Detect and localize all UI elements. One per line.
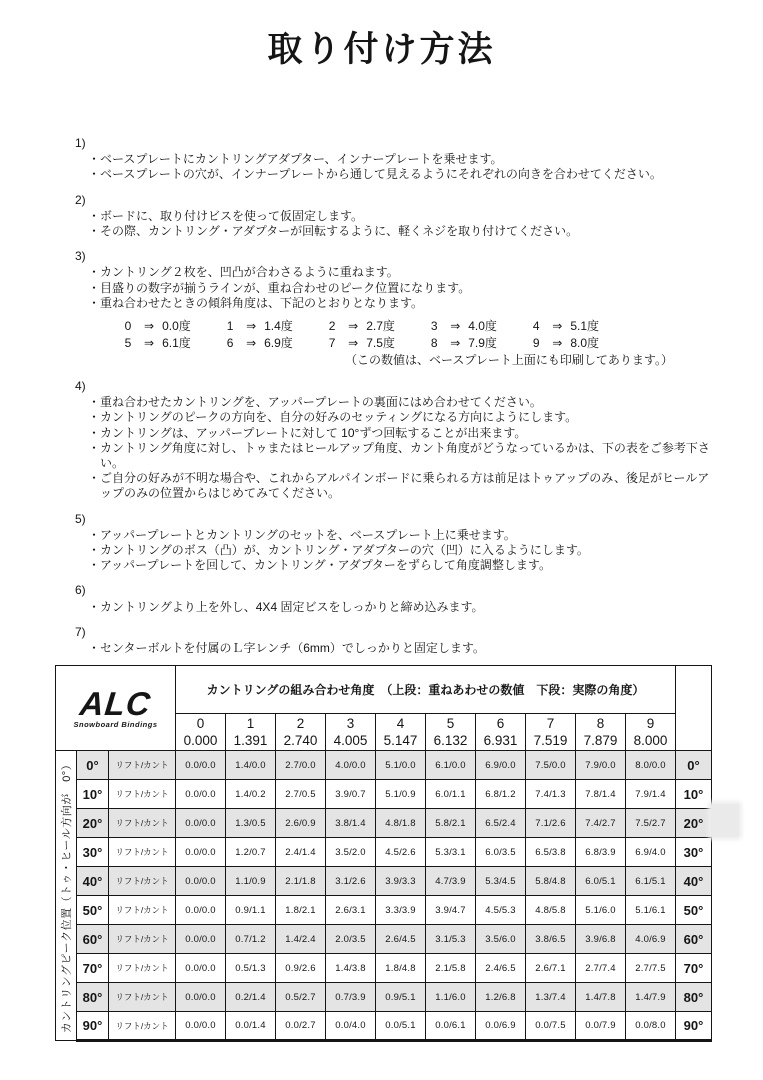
bullet-line: ・カントリングのピークの方向を、自分の好みのセッティングになる方向にようにします。: [88, 410, 578, 425]
arrow-icon: ⇒: [348, 319, 359, 334]
angle-data-cell: 7.5/0.0: [526, 751, 576, 780]
lift-cant-label: リフト/カント: [109, 896, 176, 925]
map-degree: 2.7度: [366, 319, 395, 334]
angle-data-cell: 1.4/0.0: [226, 751, 276, 780]
table-header-row-title: [56, 666, 712, 714]
bullet-line: ・センターボルトを付属のＬ字レンチ（6mm）でしっかりと固定します。: [88, 641, 485, 656]
arrow-icon: ⇒: [144, 336, 155, 351]
angle-map-pair: [324, 318, 410, 335]
bullet-line: ・ボードに、取り付けビスを使って仮固定します。: [88, 208, 364, 223]
map-number: 6: [226, 336, 234, 351]
angle-data-cell: 8.0/0.0: [626, 751, 676, 780]
bullet-line: ・ベースプレートにカントリングアダプター、インナープレートを乗せます。: [88, 152, 503, 167]
column-value: 7.519: [533, 733, 568, 748]
map-number: 3: [430, 319, 438, 334]
column-value: 8.000: [633, 733, 668, 748]
table-row: [56, 925, 712, 954]
column-value: 6.931: [483, 733, 518, 748]
page-title: 取り付け方法: [267, 30, 496, 69]
angle-data-cell: 3.3/3.9: [376, 896, 426, 925]
map-number: 8: [430, 336, 438, 351]
column-value: 2.740: [283, 733, 318, 748]
column-number: 5: [446, 716, 455, 731]
lift-cant-label: リフト/カント: [109, 954, 176, 983]
side-label: カントリングピーク位置（トゥ・ヒール方向が 0°）: [61, 758, 73, 1033]
column-value: 4.005: [333, 733, 368, 748]
angle-data-cell: 2.7/0.0: [276, 751, 326, 780]
row-degree-left: 40°: [77, 867, 109, 896]
lift-cant-label: リフト/カント: [109, 925, 176, 954]
row-degree-right: 70°: [676, 954, 712, 983]
angle-data-cell: 2.4/6.5: [476, 954, 526, 983]
angle-data-cell: 2.7/7.4: [576, 954, 626, 983]
angle-data-cell: 0.7/1.2: [226, 925, 276, 954]
map-number: 2: [328, 319, 336, 334]
column-value: 6.132: [433, 733, 468, 748]
angle-data-cell: 3.9/0.7: [326, 780, 376, 809]
angle-data-cell: 4.0/0.0: [326, 751, 376, 780]
angle-data-cell: 0.9/5.1: [376, 983, 426, 1012]
scrollbar-artifact: [711, 804, 739, 837]
angle-data-cell: 7.4/2.7: [576, 809, 626, 838]
bullet-line: ・その際、カントリング・アダプターが回転するように、軽くネジを取り付けてください。: [88, 224, 579, 239]
angle-data-cell: 5.8/4.8: [526, 867, 576, 896]
angle-data-cell: 0.0/0.0: [176, 925, 226, 954]
angle-data-cell: 7.9/0.0: [576, 751, 626, 780]
angle-data-cell: 4.7/3.9: [426, 867, 476, 896]
bullet-line: ・カントリング角度に対し、トゥまたはヒールアップ角度、カント角度がどうなっているかは、下の表をご参考下さい。: [88, 440, 710, 471]
section-number: 7): [75, 624, 86, 639]
angle-data-cell: 7.1/2.6: [526, 809, 576, 838]
angle-map-pair: [222, 318, 308, 335]
angle-map-note: （この数値は、ベースプレート上面にも印刷してあります。）: [345, 353, 673, 368]
column-number: 6: [496, 716, 505, 731]
table-row: [56, 896, 712, 925]
arrow-icon: ⇒: [450, 336, 461, 351]
instruction-section: [75, 249, 711, 369]
column-header-cell: [276, 714, 326, 751]
angle-data-cell: 0.0/2.7: [276, 1012, 326, 1041]
row-degree-left: 0°: [77, 751, 109, 780]
angle-data-cell: 0.0/0.0: [176, 954, 226, 983]
angle-data-cell: 5.3/3.1: [426, 838, 476, 867]
side-label-cell: [56, 751, 77, 1041]
angle-data-cell: 0.0/4.0: [326, 1012, 376, 1041]
section-number: 4): [75, 379, 86, 394]
angle-map-pair: [324, 335, 410, 352]
bullet-line: ・ご自分の好みが不明な場合や、これからアルパインボードに乗られる方は前足はトゥアップのみ、後足がヒールアップのみの位置からはじめてみてください。: [88, 471, 710, 501]
angle-data-cell: 1.8/4.8: [376, 954, 426, 983]
row-degree-right: 90°: [676, 1012, 712, 1041]
column-header-cell: [626, 714, 676, 751]
bullet-line: ・カントリング２枚を、凹凸が合わさるように重ねます。: [88, 265, 399, 280]
angle-data-cell: 1.3/0.5: [226, 809, 276, 838]
angle-data-cell: 4.0/6.9: [626, 925, 676, 954]
column-header-cell: [576, 714, 626, 751]
map-number: 0: [124, 319, 132, 334]
angle-data-cell: 6.5/2.4: [476, 809, 526, 838]
column-number: 9: [646, 716, 655, 731]
angle-data-cell: 1.2/6.8: [476, 983, 526, 1012]
row-degree-right: 0°: [676, 751, 712, 780]
table-row: [56, 780, 712, 809]
angle-data-cell: 0.0/7.5: [526, 1012, 576, 1041]
bullet-line: ・ベースプレートの穴が、インナープレートから通して見えるようにそれぞれの向きを合わせてください。: [88, 167, 662, 182]
angle-data-cell: 6.0/3.5: [476, 838, 526, 867]
column-value: 5.147: [383, 733, 418, 748]
section-number: 3): [75, 249, 86, 264]
table-row: [56, 1012, 712, 1041]
angle-data-cell: 2.1/5.8: [426, 954, 476, 983]
angle-map-pair: [426, 335, 512, 352]
angle-data-cell: 0.9/1.1: [226, 896, 276, 925]
arrow-icon: ⇒: [246, 336, 257, 351]
angle-data-cell: 1.2/0.7: [226, 838, 276, 867]
map-number: 1: [226, 319, 234, 334]
angle-data-cell: 6.0/5.1: [576, 867, 626, 896]
angle-data-cell: 7.5/2.7: [626, 809, 676, 838]
arrow-icon: ⇒: [144, 319, 155, 334]
angle-data-cell: 5.1/0.0: [376, 751, 426, 780]
column-value: 7.879: [583, 733, 618, 748]
angle-data-cell: 1.1/6.0: [426, 983, 476, 1012]
angle-data-cell: 3.5/2.0: [326, 838, 376, 867]
arrow-icon: ⇒: [450, 319, 461, 334]
lift-cant-label: リフト/カント: [109, 751, 176, 780]
angle-map-pair: [528, 335, 614, 352]
angle-data-cell: 2.6/7.1: [526, 954, 576, 983]
angle-data-cell: 6.0/1.1: [426, 780, 476, 809]
map-degree: 1.4度: [264, 319, 293, 334]
angle-data-cell: 4.8/5.8: [526, 896, 576, 925]
angle-data-cell: 1.4/7.8: [576, 983, 626, 1012]
angle-data-cell: 3.8/6.5: [526, 925, 576, 954]
instruction-section: [75, 512, 711, 574]
map-number: 7: [328, 336, 336, 351]
alc-logo-subtext: Snowboard Bindings: [73, 720, 158, 729]
table-row: [56, 954, 712, 983]
map-degree: 5.1度: [570, 319, 599, 334]
angle-data-cell: 0.0/0.0: [176, 780, 226, 809]
angle-data-cell: 5.3/4.5: [476, 867, 526, 896]
map-number: 4: [532, 319, 540, 334]
angle-map: [120, 318, 711, 369]
angle-data-cell: 1.1/0.9: [226, 867, 276, 896]
angle-map-pair: [222, 335, 308, 352]
lift-cant-label: リフト/カント: [109, 809, 176, 838]
bullet-line: ・カントリングは、アッパープレートに対して 10°ずつ回転することが出来ます。: [88, 425, 527, 440]
instructions-list: [75, 136, 711, 666]
row-degree-left: 90°: [77, 1012, 109, 1041]
header-spacer: [676, 666, 712, 751]
angle-map-line: [120, 318, 711, 335]
angle-data-cell: 2.0/3.5: [326, 925, 376, 954]
lift-cant-label: リフト/カント: [109, 780, 176, 809]
bullet-line: ・目盛りの数字が揃うラインが、重ね合わせのピーク位置になります。: [88, 280, 471, 295]
map-number: 9: [532, 336, 540, 351]
instruction-section: [75, 136, 711, 183]
angle-data-cell: 0.0/8.0: [626, 1012, 676, 1041]
cant-table-wrap: [55, 665, 712, 1042]
angle-data-cell: 3.8/1.4: [326, 809, 376, 838]
angle-data-cell: 4.5/5.3: [476, 896, 526, 925]
lift-cant-label: リフト/カント: [109, 1012, 176, 1041]
row-degree-left: 50°: [77, 896, 109, 925]
angle-data-cell: 1.4/2.4: [276, 925, 326, 954]
instruction-section: [75, 583, 711, 614]
bullet-line: ・カントリングより上を外し、4X4 固定ビスをしっかりと締め込みます。: [88, 599, 484, 614]
column-header-cell: [376, 714, 426, 751]
angle-data-cell: 2.4/1.4: [276, 838, 326, 867]
column-header-cell: [476, 714, 526, 751]
angle-data-cell: 1.4/3.8: [326, 954, 376, 983]
row-degree-right: 40°: [676, 867, 712, 896]
instruction-section: [75, 625, 711, 656]
column-header-cell: [326, 714, 376, 751]
table-row: [56, 867, 712, 896]
bullet-line: ・重ね合わせたカントリングを、アッパープレートの裏面にはめ合わせてください。: [88, 395, 542, 410]
row-degree-right: 80°: [676, 983, 712, 1012]
table-row: [56, 751, 712, 780]
angle-data-cell: 0.0/0.0: [176, 867, 226, 896]
row-degree-right: 10°: [676, 780, 712, 809]
angle-data-cell: 0.0/6.9: [476, 1012, 526, 1041]
row-degree-left: 80°: [77, 983, 109, 1012]
angle-data-cell: 6.9/0.0: [476, 751, 526, 780]
section-number: 2): [75, 192, 86, 207]
map-degree: 0.0度: [162, 319, 191, 334]
angle-map-pair: [528, 318, 614, 335]
table-row: [56, 809, 712, 838]
angle-data-cell: 0.0/0.0: [176, 896, 226, 925]
section-number: 6): [75, 583, 86, 598]
angle-data-cell: 6.1/0.0: [426, 751, 476, 780]
table-row: [56, 983, 712, 1012]
angle-data-cell: 7.8/1.4: [576, 780, 626, 809]
column-number: 3: [346, 716, 355, 731]
map-degree: 7.5度: [366, 336, 395, 351]
angle-data-cell: 5.1/6.0: [576, 896, 626, 925]
angle-data-cell: 2.6/3.1: [326, 896, 376, 925]
row-degree-left: 30°: [77, 838, 109, 867]
angle-data-cell: 6.8/1.2: [476, 780, 526, 809]
angle-data-cell: 0.0/0.0: [176, 838, 226, 867]
row-degree-left: 70°: [77, 954, 109, 983]
map-degree: 6.9度: [264, 336, 293, 351]
column-number: 8: [596, 716, 605, 731]
table-title: カントリングの組み合わせ角度 （上段：重ねあわせの数値 下段：実際の角度）: [176, 666, 676, 714]
column-header-cell: [526, 714, 576, 751]
column-number: 2: [296, 716, 305, 731]
bullet-line: ・アッパープレートを回して、カントリング・アダプターをずらして角度調整します。: [88, 558, 551, 573]
angle-data-cell: 3.9/4.7: [426, 896, 476, 925]
instruction-section: [75, 193, 711, 240]
angle-data-cell: 0.5/2.7: [276, 983, 326, 1012]
row-degree-right: 50°: [676, 896, 712, 925]
column-header-cell: [426, 714, 476, 751]
angle-data-cell: 0.0/0.0: [176, 983, 226, 1012]
arrow-icon: ⇒: [552, 336, 563, 351]
angle-data-cell: 0.0/0.0: [176, 809, 226, 838]
alc-logo: [56, 666, 176, 751]
angle-data-cell: 0.0/0.0: [176, 1012, 226, 1041]
column-number: 4: [396, 716, 405, 731]
alc-logo-text: ALC: [78, 685, 153, 722]
angle-data-cell: 1.4/7.9: [626, 983, 676, 1012]
angle-data-cell: 0.0/1.4: [226, 1012, 276, 1041]
angle-data-cell: 6.5/3.8: [526, 838, 576, 867]
angle-data-cell: 2.1/1.8: [276, 867, 326, 896]
bullet-line: ・カントリングのボス（凸）が、カントリング・アダプターの穴（凹）に入るようにします。: [88, 543, 589, 558]
angle-data-cell: 0.0/7.9: [576, 1012, 626, 1041]
angle-data-cell: 5.1/0.9: [376, 780, 426, 809]
angle-data-cell: 4.5/2.6: [376, 838, 426, 867]
angle-data-cell: 0.9/2.6: [276, 954, 326, 983]
angle-data-cell: 7.9/1.4: [626, 780, 676, 809]
column-value: 1.391: [233, 733, 268, 748]
angle-map-pair: [426, 318, 512, 335]
angle-data-cell: 5.1/6.1: [626, 896, 676, 925]
angle-map-pair: [120, 335, 206, 352]
angle-data-cell: 2.6/4.5: [376, 925, 426, 954]
lift-cant-label: リフト/カント: [109, 867, 176, 896]
column-header-cell: [176, 714, 226, 751]
bullet-line: ・アッパープレートとカントリングのセットを、ベースプレート上に乗せます。: [88, 527, 516, 542]
angle-data-cell: 6.9/4.0: [626, 838, 676, 867]
map-degree: 8.0度: [570, 336, 599, 351]
cant-angle-table: [55, 665, 712, 1042]
column-number: 7: [546, 716, 555, 731]
angle-data-cell: 6.8/3.9: [576, 838, 626, 867]
arrow-icon: ⇒: [348, 336, 359, 351]
arrow-icon: ⇒: [246, 319, 257, 334]
row-degree-right: 20°: [676, 809, 712, 838]
column-number: 1: [246, 716, 255, 731]
map-number: 5: [124, 336, 132, 351]
lift-cant-label: リフト/カント: [109, 983, 176, 1012]
angle-data-cell: 2.6/0.9: [276, 809, 326, 838]
angle-map-line: [120, 335, 711, 352]
angle-data-cell: 3.9/6.8: [576, 925, 626, 954]
bullet-line: ・重ね合わせたときの傾斜角度は、下記のとおりとなります。: [88, 295, 424, 310]
section-number: 5): [75, 511, 86, 526]
angle-map-pair: [120, 318, 206, 335]
angle-data-cell: 3.1/5.3: [426, 925, 476, 954]
table-row: [56, 838, 712, 867]
angle-data-cell: 4.8/1.8: [376, 809, 426, 838]
row-degree-left: 10°: [77, 780, 109, 809]
angle-data-cell: 0.0/5.1: [376, 1012, 426, 1041]
angle-data-cell: 1.4/0.2: [226, 780, 276, 809]
column-number: 0: [196, 716, 205, 731]
column-value: 0.000: [183, 733, 218, 748]
instruction-section: [75, 379, 711, 502]
section-number: 1): [75, 136, 86, 150]
angle-data-cell: 0.0/0.0: [176, 751, 226, 780]
angle-data-cell: 0.2/1.4: [226, 983, 276, 1012]
angle-data-cell: 6.1/5.1: [626, 867, 676, 896]
angle-data-cell: 0.5/1.3: [226, 954, 276, 983]
arrow-icon: ⇒: [552, 319, 563, 334]
angle-data-cell: 3.9/3.3: [376, 867, 426, 896]
map-degree: 4.0度: [468, 319, 497, 334]
angle-data-cell: 3.1/2.6: [326, 867, 376, 896]
row-degree-right: 30°: [676, 838, 712, 867]
map-degree: 7.9度: [468, 336, 497, 351]
angle-data-cell: 0.0/6.1: [426, 1012, 476, 1041]
angle-data-cell: 0.7/3.9: [326, 983, 376, 1012]
column-header-cell: [226, 714, 276, 751]
lift-cant-label: リフト/カント: [109, 838, 176, 867]
angle-data-cell: 1.3/7.4: [526, 983, 576, 1012]
angle-data-cell: 3.5/6.0: [476, 925, 526, 954]
row-degree-left: 20°: [77, 809, 109, 838]
map-degree: 6.1度: [162, 336, 191, 351]
angle-data-cell: 1.8/2.1: [276, 896, 326, 925]
angle-data-cell: 5.8/2.1: [426, 809, 476, 838]
angle-data-cell: 2.7/7.5: [626, 954, 676, 983]
angle-data-cell: 2.7/0.5: [276, 780, 326, 809]
angle-data-cell: 7.4/1.3: [526, 780, 576, 809]
row-degree-right: 60°: [676, 925, 712, 954]
row-degree-left: 60°: [77, 925, 109, 954]
